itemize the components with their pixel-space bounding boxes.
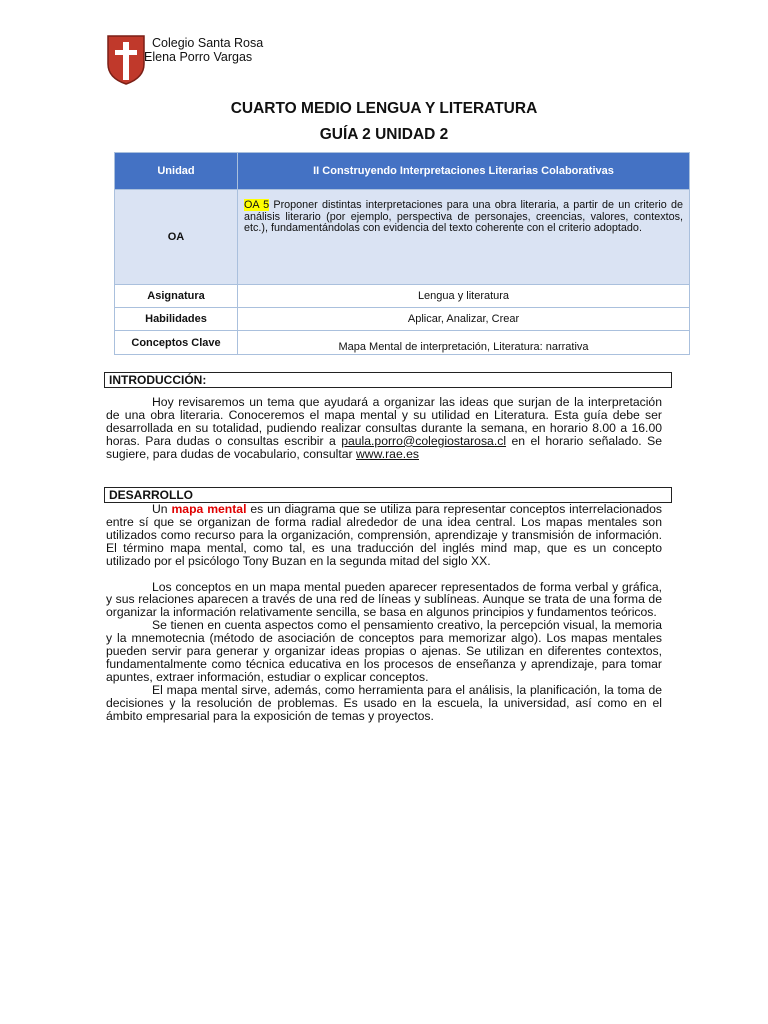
page-subtitle: GUÍA 2 UNIDAD 2 xyxy=(319,126,449,143)
page-title: CUARTO MEDIO LENGUA Y LITERATURA xyxy=(230,100,538,117)
desarrollo-paragraph-4: El mapa mental sirve, además, como herramienta para el análisis, la planificación, la toma de decisiones y la resolución de problemas. Es usado en la escuela, la universidad, así como en el ámbito empresarial para la exposición de temas y proyectos. xyxy=(106,682,662,723)
asignatura-value: Lengua y literatura xyxy=(238,285,690,308)
intro-text: Hoy revisaremos un tema que ayudará a organizar las ideas que surjan de la interpretación de una obra literaria. Conoceremos el mapa mental y su utilidad en Literatura. Esta guía debe ser desarrollada en su totalidad, pudiendo realizar consultas durante la semana, en horario 8.00 a 16.00 horas. Para dudas o consultas escribir a xyxy=(106,395,662,448)
school-name xyxy=(144,36,264,64)
asignatura-label: Asignatura xyxy=(115,285,238,308)
desarrollo-heading: DESARROLLO xyxy=(104,487,672,503)
guide-info-table xyxy=(114,152,690,355)
oa-code: OA 5 xyxy=(244,199,270,211)
table-row-asignatura xyxy=(115,285,690,308)
intro-text-2: en el horario señalado. Se sugiere, para dudas de vocabulario, consultar xyxy=(106,433,662,461)
table-row-habilidades xyxy=(115,308,690,331)
oa-label: OA xyxy=(115,190,238,285)
mapa-mental-term: mapa mental xyxy=(171,502,247,516)
school-name-line2: Elena Porro Vargas xyxy=(144,50,253,64)
desarrollo-body xyxy=(106,503,662,723)
p1-rest: es un diagrama que se utiliza para representar conceptos interrelacionados entre sí que se organizan de forma radial alrededor de una idea central. Los mapas mentales son utilizados como recurso para la organización, comprensión, aprendizaje y transmisión de información. El término mapa mental, como tal, es una traducción del inglés mind map, que es un concepto utilizado por el psicólogo Tony Buzan en la segunda mitad del siglo XX. xyxy=(106,502,662,568)
table-row-conceptos xyxy=(115,331,690,355)
oa-value xyxy=(238,190,690,285)
p1-start: Un xyxy=(152,502,172,516)
habilidades-value: Aplicar, Analizar, Crear xyxy=(238,308,690,331)
unidad-value: II Construyendo Interpretaciones Literarias Colaborativas xyxy=(238,153,690,190)
oa-text: Proponer distintas interpretaciones para una obra literaria, a partir de un criterio de análisis literario (por ejemplo, perspectiva de personajes, creencias, valores, contextos, etc.), fundamentándolas con evidencia del texto coherente con el criterio adoptado. xyxy=(244,199,683,234)
intro-heading: INTRODUCCIÓN: xyxy=(104,372,672,388)
school-name-line1: Colegio Santa Rosa xyxy=(152,36,264,50)
rae-link[interactable]: www.rae.es xyxy=(356,446,419,461)
conceptos-value: Mapa Mental de interpretación, Literatura: narrativa xyxy=(238,331,690,355)
intro-paragraph xyxy=(106,396,662,461)
desarrollo-paragraph-3: Se tienen en cuenta aspectos como el pensamiento creativo, la percepción visual, la memoria y la mnemotecnia (método de asociación de conceptos para memorizar algo). Los mapas mentales pueden servir para generar y organizar ideas propias o ajenas. Se utilizan en diferentes contextos, fundamentalmente como técnica educativa en los procesos de enseñanza y aprendizaje, para tomar apuntes, extraer información, estudiar o explicar conceptos. xyxy=(106,618,662,684)
table-row-unidad xyxy=(115,153,690,190)
conceptos-label: Conceptos Clave xyxy=(115,331,238,355)
unidad-label: Unidad xyxy=(115,153,238,190)
table-row-oa xyxy=(115,190,690,285)
desarrollo-paragraph-1 xyxy=(106,503,662,568)
habilidades-label: Habilidades xyxy=(115,308,238,331)
desarrollo-paragraph-2: Los conceptos en un mapa mental pueden aparecer representados de forma verbal y gráfica, y sus relaciones aparecen a través de una red de líneas y sublíneas. Aunque se trata de una forma de organizar la información relativamente sencilla, se basa en algunos principios y fundamentos teóricos. xyxy=(106,579,662,620)
email-link[interactable]: paula.porro@colegiostarosa.cl xyxy=(341,433,507,448)
school-crest-logo xyxy=(106,34,146,86)
